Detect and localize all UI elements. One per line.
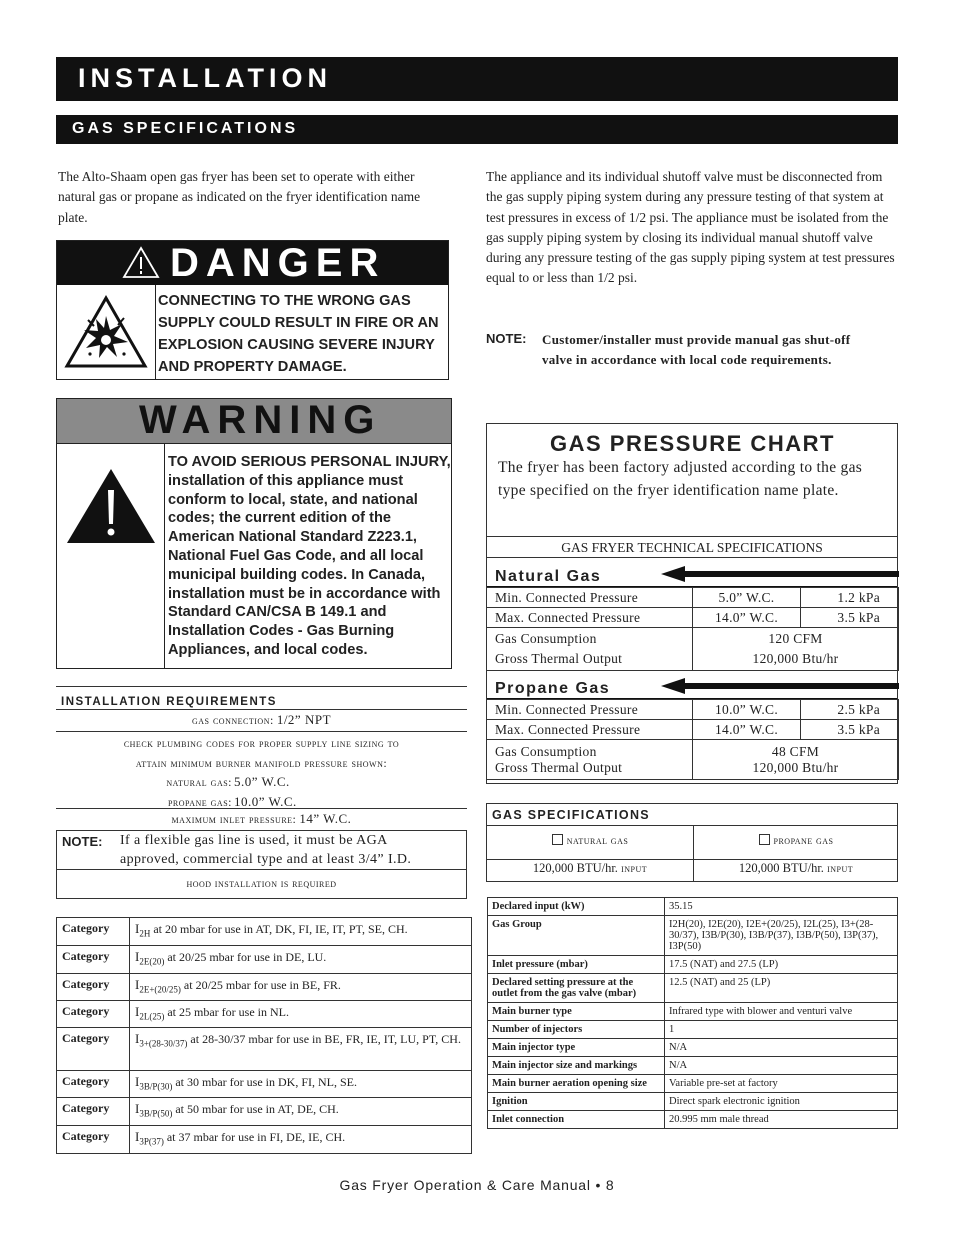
danger-icon-cell — [57, 285, 156, 379]
hood-text: hood installation is required — [186, 878, 337, 890]
spec-value: 35.15 — [665, 898, 898, 916]
note-label: NOTE: — [486, 331, 527, 346]
category-row — [57, 1070, 472, 1097]
category-label: Category — [57, 1125, 130, 1153]
category-label: Category — [57, 1001, 130, 1028]
flex-line-note-row — [56, 831, 467, 870]
category-row — [57, 1098, 472, 1125]
danger-box — [56, 240, 449, 380]
natural-gas-checkbox[interactable] — [552, 834, 563, 845]
category-text: at 30 mbar for use in DK, FI, NL, SE. — [172, 1074, 357, 1089]
section-title: INSTALLATION — [78, 63, 332, 93]
natural-gas-heading: Natural Gas — [495, 568, 602, 585]
arrow-left-icon — [661, 566, 899, 582]
category-text: at 20/25 mbar for use in BE, FR. — [180, 977, 341, 992]
category-symbol: I — [135, 1031, 140, 1047]
natural-max-wc: 14.0” W.C. — [693, 608, 801, 628]
category-desc — [130, 1098, 472, 1125]
category-text: at 25 mbar for use in NL. — [164, 1005, 289, 1020]
warning-header — [57, 399, 451, 444]
plumbing-row — [56, 732, 467, 809]
propane-input-value: 120,000 BTU/hr. — [738, 861, 824, 875]
category-text: at 20 mbar for use in AT, DK, FI, IE, IT, PT, SE, CH. — [150, 922, 408, 936]
arrow-left-icon — [661, 678, 899, 694]
intro-paragraph: The Alto-Shaam open gas fryer has been set to operate with either natural gas or propane as indicated on the fryer identification name plate. — [58, 169, 421, 225]
spec-value: N/A — [665, 1039, 898, 1057]
warning-icon-cell — [57, 444, 165, 668]
spec-value: Infrared type with blower and venturi valve — [665, 1003, 898, 1021]
natural-gas-table — [486, 587, 899, 671]
propane-max-wc: 14.0” W.C. — [693, 720, 801, 740]
natural-min-kpa: 1.2 kPa — [801, 588, 899, 608]
category-text: at 37 mbar for use in FI, DE, IE, CH. — [163, 1129, 346, 1144]
category-desc — [130, 1070, 472, 1097]
gas-pressure-chart — [486, 423, 898, 784]
natural-thermal-value: 120,000 Btu/hr — [752, 651, 839, 666]
warning-triangle-icon — [122, 246, 160, 279]
category-subscript: 2E+(20/25) — [139, 984, 181, 995]
propane-gas-value: 10.0” W.C. — [234, 794, 297, 809]
spec-row — [488, 1039, 898, 1057]
natural-gas-value: 5.0” W.C. — [234, 774, 290, 789]
category-symbol: I — [135, 921, 140, 936]
spec-row — [488, 1111, 898, 1129]
category-text: at 28-30/37 mbar for use in BE, FR, IE, IT, LU, PT, CH. — [187, 1032, 461, 1047]
spec-row — [488, 956, 898, 974]
spec-label: Main burner aeration opening size — [488, 1075, 665, 1093]
spec-value: 20.995 mm male thread — [665, 1111, 898, 1129]
propane-gas-option-label: propane gas — [773, 835, 834, 847]
propane-min-label: Min. Connected Pressure — [487, 700, 693, 720]
danger-header — [57, 241, 448, 285]
ireq-title: INSTALLATION REQUIREMENTS — [61, 696, 277, 708]
category-subscript: 3B/P(30) — [139, 1081, 173, 1092]
subsection-title: GAS SPECIFICATIONS — [72, 120, 299, 137]
spec-value: I2H(20), I2E(20), I2E+(20/25), I2L(25), I3+(28-30/37), I3B/P(30), I3B/P(37), I3B/P(50), I3P(37), I3P(50) — [665, 916, 898, 956]
spec-label: Inlet connection — [488, 1111, 665, 1129]
spec-value: Variable pre-set at factory — [665, 1075, 898, 1093]
isolation-paragraph: The appliance and its individual shutoff valve must be disconnected from the gas supply piping system during any pressure testing of that system at test pressures in excess of 1/2 psi. The appliance must be isolated from the gas supply piping system by closing its individual manual shutoff valve during any pressure testing of the gas supply piping system at test pressures equal to or less than 1/2 psi. — [486, 169, 895, 286]
category-subscript: 2H — [139, 928, 151, 939]
spec-label: Gas Group — [488, 916, 665, 956]
spec-value: N/A — [665, 1057, 898, 1075]
category-symbol: I — [135, 1101, 140, 1117]
hood-row — [56, 870, 467, 899]
natural-consumption-value: 120 CFM — [768, 631, 823, 646]
propane-max-kpa: 3.5 kPa — [801, 720, 899, 740]
category-desc — [130, 1125, 472, 1153]
category-row — [57, 1028, 472, 1071]
category-symbol: I — [135, 1128, 140, 1144]
natural-min-label: Min. Connected Pressure — [487, 588, 693, 608]
spec-row — [488, 916, 898, 956]
category-subscript: 2L(25) — [139, 1011, 165, 1022]
danger-title: DANGER — [170, 241, 386, 285]
natural-consumption-label: Gas Consumption — [495, 631, 597, 646]
spec-label: Declared setting pressure at the outlet from the gas valve (mbar) — [488, 974, 665, 1003]
gas-spec-selector — [486, 803, 898, 882]
max-inlet-row — [56, 809, 467, 831]
gas-connection-label: gas connection: — [191, 713, 274, 727]
spec-row — [488, 898, 898, 916]
category-symbol: I — [135, 976, 140, 992]
category-desc — [130, 1001, 472, 1028]
propane-consumption-value: 48 CFM — [771, 743, 820, 759]
spec-value: Direct spark electronic ignition — [665, 1093, 898, 1111]
category-label: Category — [57, 1028, 130, 1071]
category-symbol: I — [135, 1004, 140, 1020]
natural-max-kpa: 3.5 kPa — [801, 608, 899, 628]
warning-box — [56, 398, 452, 669]
tech-spec-title: GAS FRYER TECHNICAL SPECIFICATIONS — [487, 536, 897, 558]
plumbing-line-2: attain minimum burner manifold pressure shown: — [135, 756, 388, 770]
spec-row — [488, 974, 898, 1003]
category-row — [57, 1001, 472, 1028]
propane-min-kpa: 2.5 kPa — [801, 700, 899, 720]
max-inlet-label: maximum inlet pressure: — [171, 812, 297, 826]
danger-text: CONNECTING TO THE WRONG GAS SUPPLY COULD RESULT IN FIRE OR AN EXPLOSION CAUSING SEVERE INJURY AND PROPERTY DAMAGE. — [158, 293, 439, 375]
page-footer: Gas Fryer Operation & Care Manual • 8 — [339, 1177, 615, 1193]
spec-label: Inlet pressure (mbar) — [488, 956, 665, 974]
natural-input-value: 120,000 BTU/hr. — [532, 861, 618, 875]
category-label: Category — [57, 973, 130, 1000]
gas-pressure-chart-desc: The fryer has been factory adjusted according to the gas type specified on the fryer identification name plate. — [498, 459, 863, 499]
note-text: Customer/installer must provide manual gas shut-off valve in accordance with local code requirements. — [542, 332, 851, 368]
category-subscript: 3P(37) — [139, 1136, 164, 1146]
category-row — [57, 946, 472, 973]
max-inlet-value: 14” W.C. — [299, 811, 352, 826]
propane-gas-label: propane gas: — [167, 795, 232, 809]
propane-gas-heading-row — [487, 670, 897, 700]
installation-requirements — [56, 686, 467, 900]
propane-gas-option[interactable] — [694, 831, 898, 849]
gas-connection-row — [56, 709, 467, 732]
propane-max-label: Max. Connected Pressure — [487, 720, 693, 740]
gas-pressure-chart-title: GAS PRESSURE CHART — [550, 431, 835, 456]
category-label: Category — [57, 1098, 130, 1125]
category-desc — [130, 918, 472, 946]
spec-label: Main injector size and markings — [488, 1057, 665, 1075]
natural-thermal-label: Gross Thermal Output — [495, 651, 623, 666]
spec-row — [488, 1057, 898, 1075]
explosion-icon — [64, 294, 148, 370]
category-row — [57, 973, 472, 1000]
spec-row — [488, 1021, 898, 1039]
category-label: Category — [57, 1070, 130, 1097]
spec-label: Ignition — [488, 1093, 665, 1111]
warning-title: WARNING — [139, 398, 382, 442]
natural-max-label: Max. Connected Pressure — [487, 608, 693, 628]
category-label: Category — [57, 946, 130, 973]
spec-row — [488, 1075, 898, 1093]
category-row — [57, 1125, 472, 1153]
propane-consumption-label: Gas Consumption — [495, 743, 597, 759]
warning-text: TO AVOID SERIOUS PERSONAL INJURY, installation of this appliance must conform to local, state, and national codes; the current edition of the American National Standard Z223.1, National Fuel Gas Code, and all local municipal building codes. In Canada, installation must be in accordance with Standard CAN/CSA B 149.1 and Installation Codes - Gas Burning Appliances, and local codes. — [168, 454, 451, 658]
plumbing-line-1: check plumbing codes for proper supply line sizing to — [123, 736, 400, 750]
propane-input-cell — [694, 861, 898, 876]
category-symbol: I — [135, 1073, 140, 1089]
propane-gas-checkbox[interactable] — [759, 834, 770, 845]
exclamation-icon — [64, 466, 158, 546]
propane-input-label: input — [827, 863, 854, 875]
propane-min-wc: 10.0” W.C. — [693, 700, 801, 720]
natural-input-cell — [487, 861, 693, 876]
flex-note-line-2: approved, commercial type and at least 3/4” I.D. — [120, 852, 412, 867]
gas-spec-title: GAS SPECIFICATIONS — [492, 808, 650, 822]
propane-thermal-value: 120,000 Btu/hr — [752, 759, 839, 775]
subsection-header-bar — [56, 115, 898, 144]
spec-label: Main injector type — [488, 1039, 665, 1057]
gas-connection-value: 1/2” NPT — [276, 712, 332, 727]
category-text: at 20/25 mbar for use in DE, LU. — [164, 950, 327, 965]
category-desc — [130, 973, 472, 1000]
section-header-bar — [56, 57, 898, 101]
category-text: at 50 mbar for use in AT, DE, CH. — [172, 1102, 339, 1117]
spec-label: Declared input (kW) — [488, 898, 665, 916]
spec-value: 1 — [665, 1021, 898, 1039]
flex-note-label: NOTE: — [62, 834, 103, 849]
natural-gas-heading-row — [487, 558, 897, 588]
category-symbol: I — [135, 949, 140, 965]
declared-spec-table — [487, 897, 898, 1129]
category-desc — [130, 1028, 472, 1071]
category-row — [57, 918, 472, 946]
category-label: Category — [57, 918, 130, 946]
category-subscript: 3+(28-30/37) — [139, 1038, 188, 1049]
spec-label: Number of injectors — [488, 1021, 665, 1039]
spec-value: 17.5 (NAT) and 27.5 (LP) — [665, 956, 898, 974]
category-desc — [130, 946, 472, 973]
natural-min-wc: 5.0” W.C. — [693, 588, 801, 608]
spec-label: Main burner type — [488, 1003, 665, 1021]
flex-note-line-1: If a flexible gas line is used, it must be AGA — [120, 833, 388, 848]
spec-value: 12.5 (NAT) and 25 (LP) — [665, 974, 898, 1003]
spec-row — [488, 1003, 898, 1021]
natural-gas-option[interactable] — [487, 831, 693, 849]
category-subscript: 2E(20) — [139, 956, 165, 967]
category-table — [56, 917, 472, 1154]
propane-gas-heading: Propane Gas — [495, 680, 611, 697]
spec-row — [488, 1093, 898, 1111]
propane-thermal-label: Gross Thermal Output — [495, 759, 623, 775]
natural-input-label: input — [621, 863, 648, 875]
propane-gas-table — [486, 699, 899, 780]
category-subscript: 3B/P(50) — [139, 1108, 173, 1119]
ireq-title-row — [56, 686, 467, 710]
natural-gas-option-label: natural gas — [566, 835, 629, 847]
natural-gas-label: natural gas: — [166, 775, 232, 789]
